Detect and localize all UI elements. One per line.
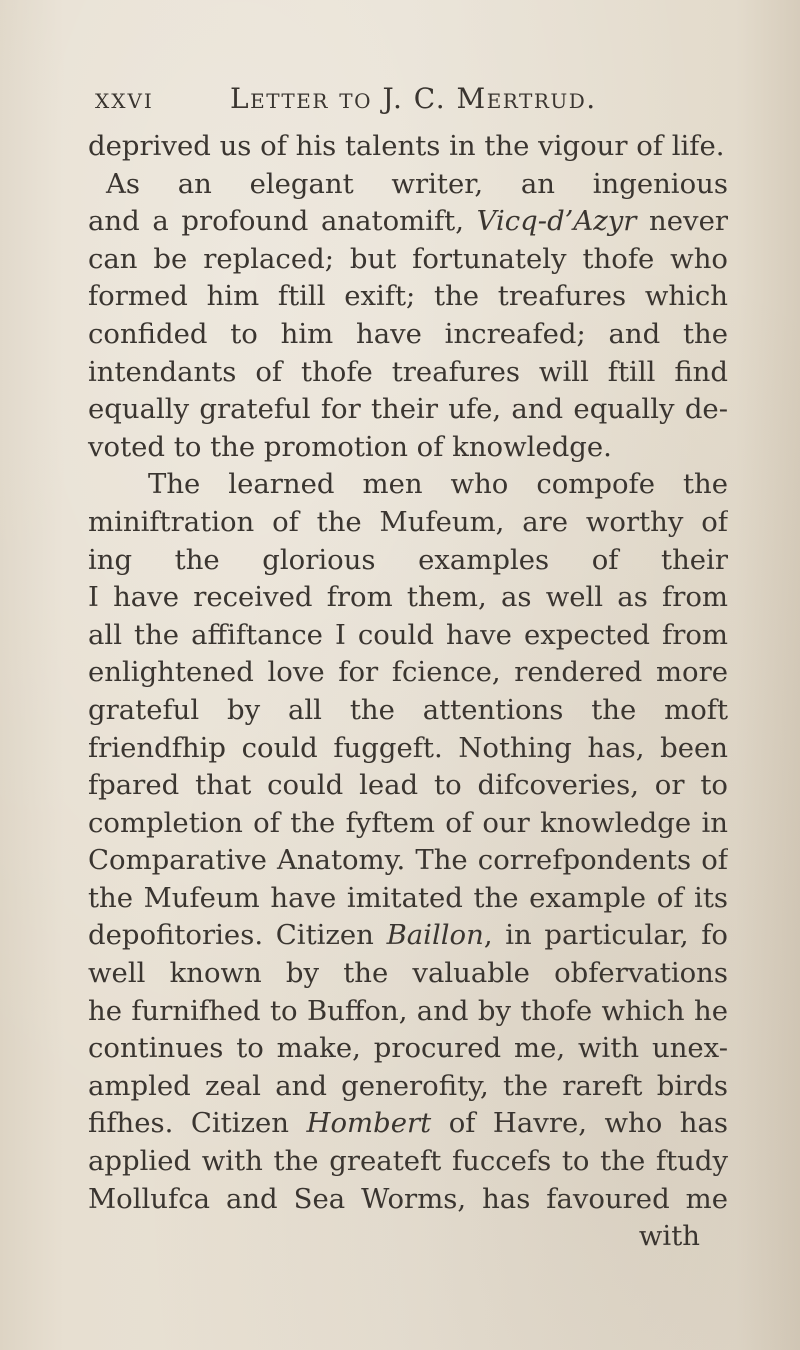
text-line: deprived us of his talents in the vigour of life. — [88, 130, 725, 162]
text-line: applied with the greateft fuccefs to the ftudy — [88, 1145, 728, 1178]
text-line: fifhes. Citizen Hombert of Havre, who has — [88, 1107, 728, 1140]
text-line: confided to him have increafed; and the — [88, 317, 728, 350]
text-line: all the affiftance I could have expected from — [88, 618, 728, 651]
text-line: As an elegant writer, an ingenious — [106, 167, 728, 200]
text-line: equally grateful for their ufe, and equally de- — [88, 393, 728, 426]
text-line: voted to the promotion of knowledge. — [88, 430, 612, 463]
text-line: and a profound anatomift, Vicq-d’Azyr never — [88, 205, 728, 238]
text-line: grateful by all the attentions the moft — [88, 693, 728, 726]
text-line: can be replaced; but fortunately thofe who — [88, 242, 728, 275]
page-number: xxvi — [95, 82, 154, 115]
paragraph-start-line: The learned men who compofe the — [148, 468, 728, 501]
text-line: well known by the valuable obfervations — [88, 957, 728, 990]
text-line: Comparative Anatomy. The correfpondents of — [88, 844, 728, 877]
text-line: enlightened love for fcience, rendered more — [88, 656, 728, 689]
text-line: completion of the fyftem of our knowledge in — [88, 806, 728, 839]
text-line: intendants of thofe treafures will ftill find — [88, 355, 728, 388]
catchword: with — [638, 1220, 700, 1253]
text-line: ing the glorious examples of their — [88, 543, 728, 576]
text-line: continues to make, procured me, with unex- — [88, 1032, 728, 1065]
body-text — [88, 128, 728, 1256]
text-line: miniftration of the Mufeum, are worthy of — [88, 505, 728, 538]
text-line: formed him ftill exift; the treafures which — [88, 280, 728, 313]
text-line: friendfhip could fuggeft. Nothing has, been — [88, 731, 728, 764]
text-line: the Mufeum have imitated the example of its — [88, 881, 728, 914]
text-line: ampled zeal and generofity, the rareft birds — [88, 1069, 728, 1102]
running-title: Letter to J. C. Mertrud. — [230, 82, 597, 115]
text-line: Mollufca and Sea Worms, has favoured me — [88, 1182, 728, 1215]
running-head — [95, 82, 715, 122]
text-line: I have received from them, as well as from — [88, 581, 728, 614]
text-line: depofitories. Citizen Baillon, in particular, fo — [88, 919, 728, 952]
text-line: he furnifhed to Buffon, and by thofe which he — [88, 994, 728, 1027]
text-line: fpared that could lead to difcoveries, or to — [88, 769, 728, 802]
